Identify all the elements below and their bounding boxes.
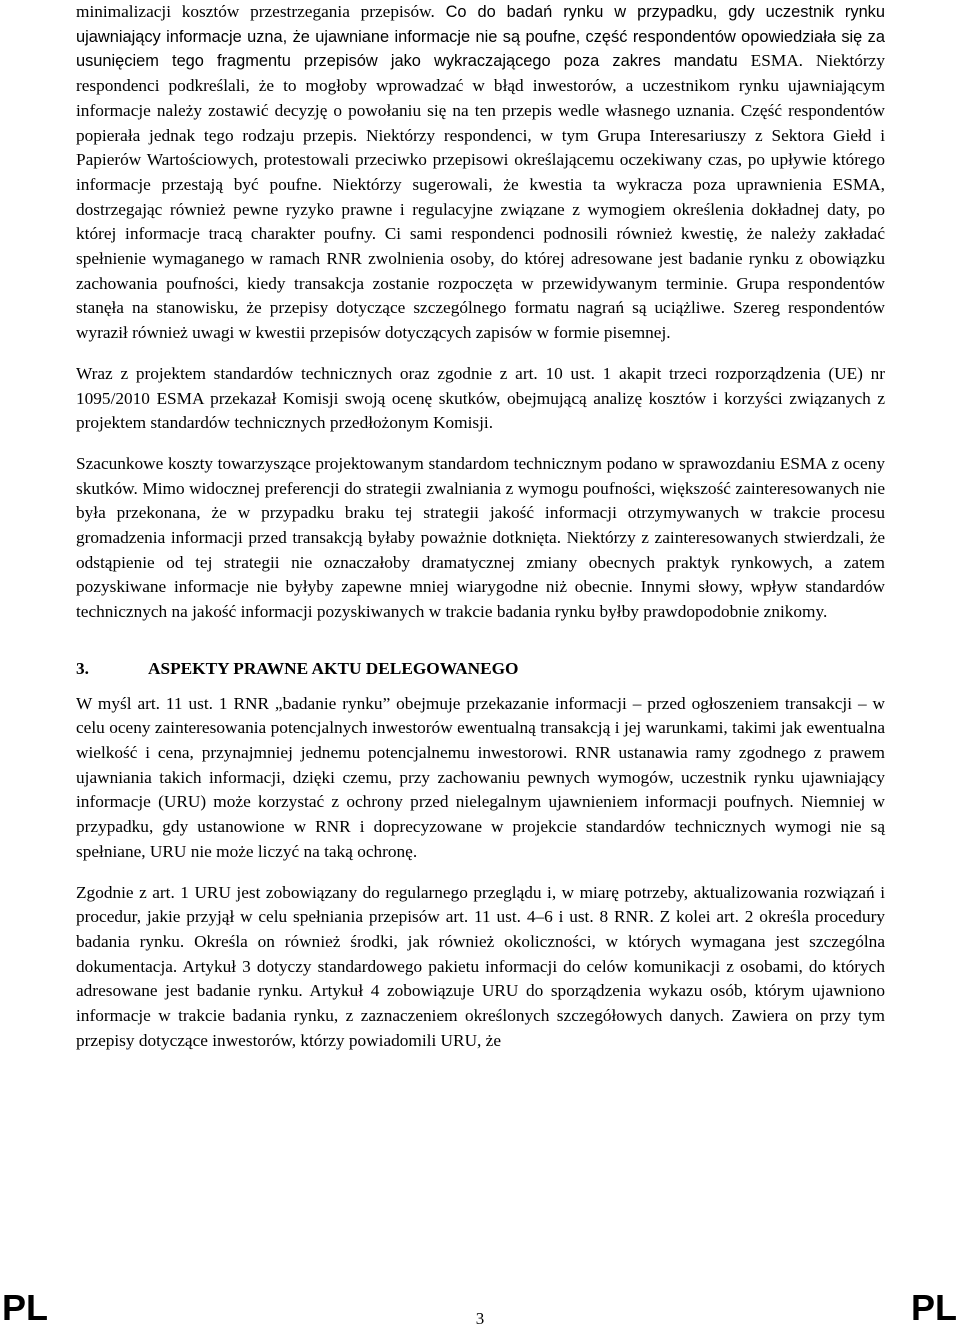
paragraph-1-part-d: Część respondentów popierała jednak tego rodzaju przepis. Niektórzy respondenci, w tym Grupa Interesariuszy z Sektora Giełd i Papierów Wartościowych, protestowali przeciwko przepisowi określającemu oczekiwany czas, po upływie którego informacje przestają być poufne. Niektórzy sugerowali, że kwestia ta wykracza poza uprawnienia ESMA, dostrzegając również pewne ryzyko prawne i regulacyjne związane z wymogiem określenia dokładnej daty, po której informacje tracą charakter poufny. Ci sami respondenci podnosili również kwestię, że należy zakładać spełnienie wymaganego w ramach RNR zwolnienia osoby, do której adresowane jest badanie rynku z obowiązku zachowania poufności, kiedy transakcja zostanie rozpoczęta w przewidywanym terminie. Grupa respondentów stanęła na stanowisku, że przepisy dotyczące szczególnego formatu nagrań są uciążliwe. Szereg respondentów wyraził również uwagi w kwestii przepisów dotyczących zapisów w formie pisemnej. (76, 100, 886, 343)
paragraph-2: Wraz z projektem standardów technicznych oraz zgodnie z art. 10 ust. 1 akapit trzeci rozporządzenia (UE) nr 1095/2010 ESMA przekazał Komisji swoją ocenę skutków, obejmującą analizę kosztów i korzyści związanych z projektem standardów technicznych przedłożonym Komisji. (76, 363, 885, 433)
document-body (76, 0, 885, 1053)
footer-language-left: PL (2, 1287, 49, 1328)
footer-language-right: PL (910, 1287, 957, 1328)
section-title: ASPEKTY PRAWNE AKTU DELEGOWANEGO (148, 658, 519, 678)
paragraph-5: Zgodnie z art. 1 URU jest zobowiązany do regularnego przeglądu i, w miarę potrzeby, aktualizowania rozwiązań i procedur, jakie przyjął w celu spełniania przepisów art. 11 ust. 4–6 i ust. 8 RNR. Z kolei art. 2 określa procedury badania rynku. Określa on również środki, jak również okoliczności, w których wymagana jest szczególna dokumentacja. Artykuł 3 dotyczy standardowego pakietu informacji do celów komunikacji z osobami, do których adresowane jest badanie rynku. Artykuł 4 zobowiązuje URU do sporządzenia wykazu osób, którym ujawniono informacje w trakcie badania rynku, z zaznaczeniem określonych szczegółowych danych. Zawiera on przy tym przepisy dotyczące inwestorów, którzy powiadomili URU, że (76, 882, 885, 1050)
page-number: 3 (475, 1309, 485, 1328)
section-number: 3. (76, 658, 89, 678)
paragraph-3: Szacunkowe koszty towarzyszące projektowanym standardom technicznym podano w sprawozdaniu ESMA z oceny skutków. Mimo widocznej preferencji do strategii zwalniania z wymogu poufności, większość zainteresowanych nie była przekonana, że w przypadku braku tej strategii jakość informacji otrzymywanych w trakcie procesu gromadzenia informacji przed transakcją byłaby poważnie dotknięta. Niektórzy z zainteresowanych stwierdzali, że odstąpienie od tej strategii nie oznaczałoby dramatycznej zmiany obecnych praktyk rynkowych, a zatem pozyskiwane informacje nie byłyby zapewne mniej wiarygodne niż obecnie. Innymi słowy, wpływ standardów technicznych na jakość informacji pozyskiwanych w trakcie badania rynku byłby prawdopodobnie znikomy. (76, 453, 885, 622)
paragraph-4: W myśl art. 11 ust. 1 RNR „badanie rynku” obejmuje przekazanie informacji – przed ogłoszeniem transakcji – w celu oceny zainteresowania potencjalnych inwestorów ewentualną transakcją i jej warunkami, takimi jak ewentualna wielkość i cena, przynajmniej jednemu potencjalnemu inwestorowi. RNR ustanawia ramy zgodnego z prawem ujawniania takich informacji, dzięki czemu, przy zachowaniu pewnych wymogów, uczestnik rynku ujawniający informacje (URU) może korzystać z ochrony przed nielegalnym ujawnieniem informacji poufnych. Niemniej w przypadku, gdy ustanowione w RNR i doprecyzowane w projekcie standardów technicznych wymogi nie są spełniane, URU nie może liczyć na taką ochronę. (76, 693, 885, 861)
paragraph-1-part-c: ESMA. Niektórzy respondenci podkreślali, że to mogłoby wprowadzać w błąd inwestorów, a uczestnikom rynku ujawniającym informacje należy zostawić decyzję o powołaniu się na ten przepis wedle własnego uznania. (76, 51, 885, 120)
section-heading (76, 657, 885, 682)
paragraph-1-part-b: Co do badań rynku w przypadku, gdy uczestnik rynku ujawniający informacje uzna, że ujawniane informacje nie są poufne, część respondentów opowiedziała się za usunięciem tego fragmentu przepisów jako wykraczającego poza zakres mandatu (76, 3, 885, 71)
paragraph-1 (76, 0, 885, 346)
paragraph-1-part-a: minimalizacji kosztów przestrzegania przepisów. (76, 2, 446, 21)
